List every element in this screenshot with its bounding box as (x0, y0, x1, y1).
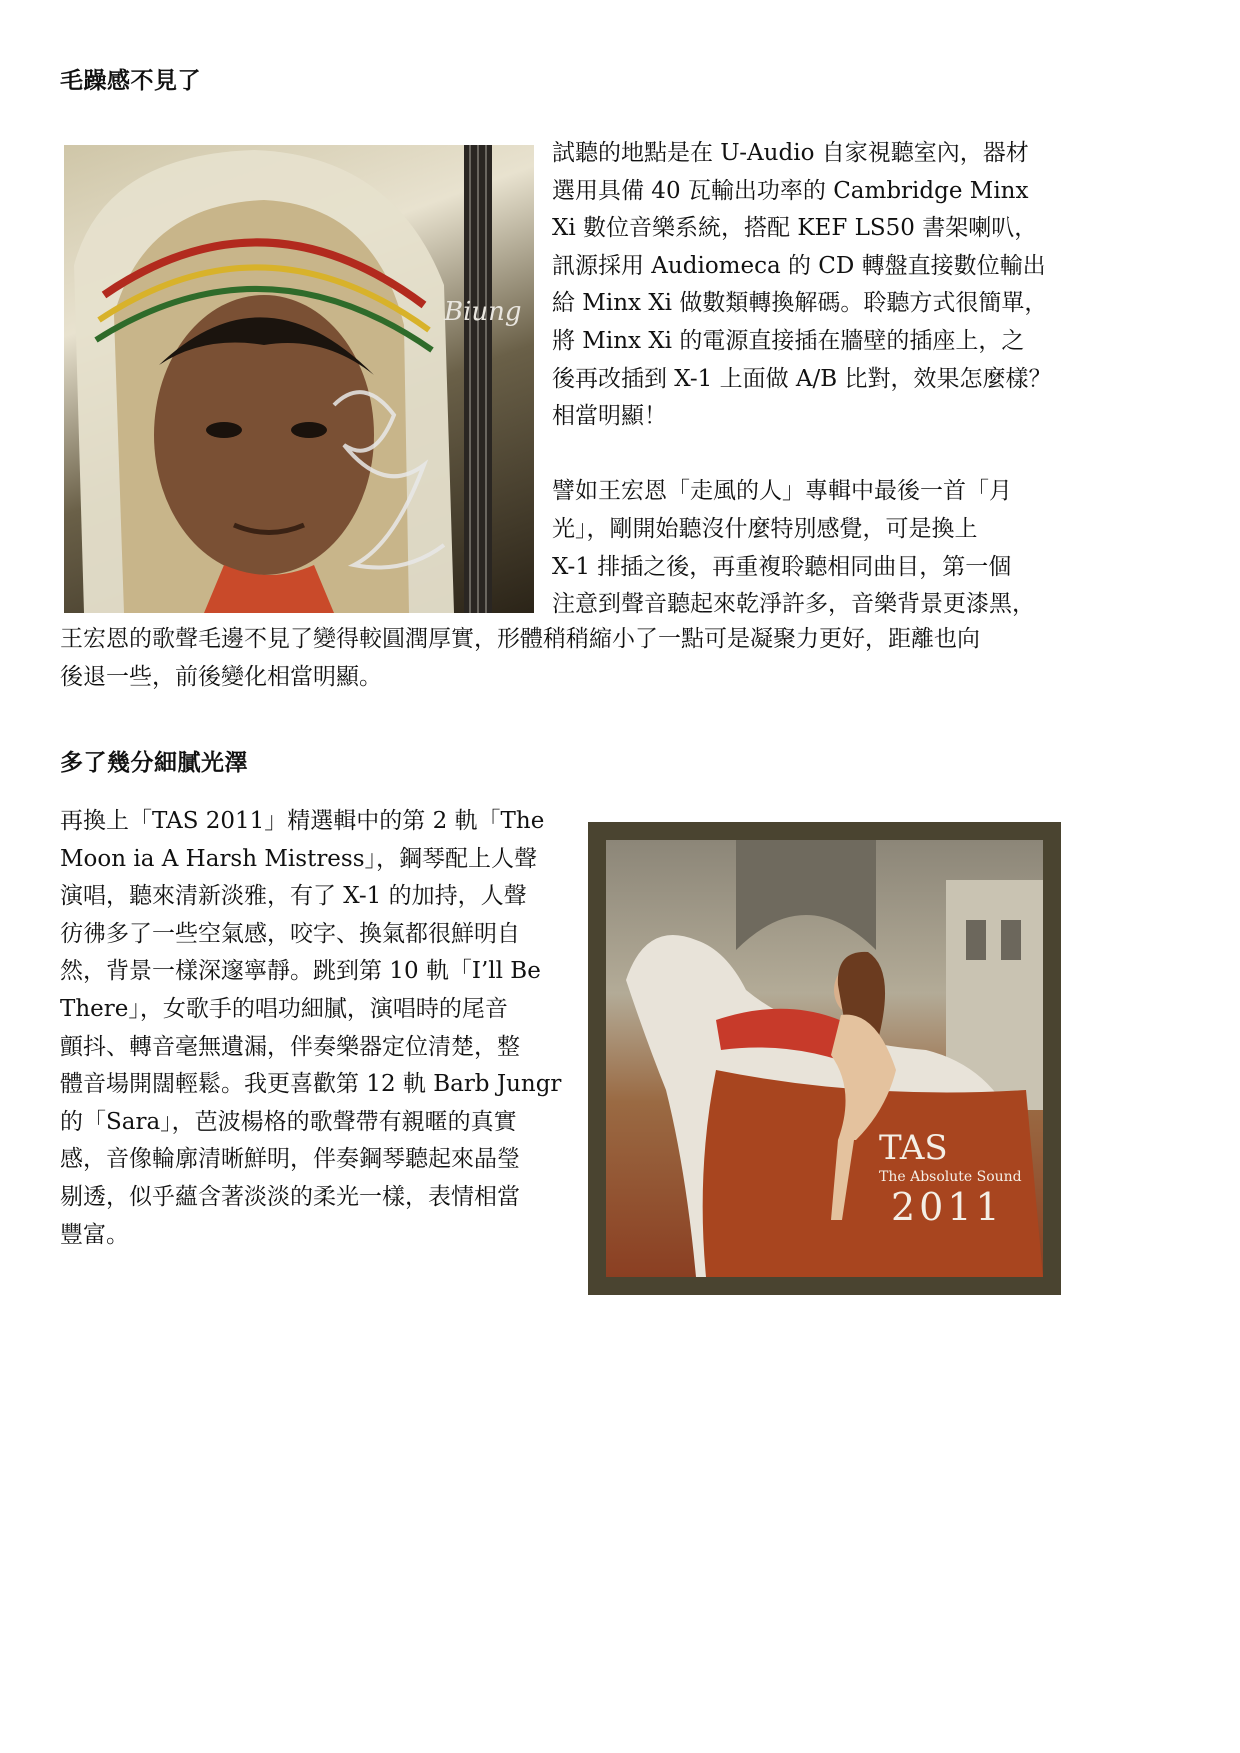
text-line: 相當明顯！ (552, 403, 667, 430)
text-line: 的「Sara」，芭波楊格的歌聲帶有親暱的真實 (60, 1108, 517, 1135)
album-cover-tas-2011 (588, 822, 1061, 1295)
section-heading-2: 多了幾分細膩光澤 (60, 750, 248, 776)
text-line: 王宏恩的歌聲毛邊不見了變得較圓潤厚實，形體稍稍縮小了一點可是凝聚力更好，距離也向 (60, 626, 980, 652)
text-line: Moon ia A Harsh Mistress」，鋼琴配上人聲 (60, 845, 538, 872)
album-cover-biung (64, 145, 534, 613)
text-line: 感，音像輪廓清晰鮮明，伴奏鋼琴聽起來晶瑩 (60, 1146, 520, 1173)
text-line: 再換上「TAS 2011」精選輯中的第 2 軌「The (60, 808, 545, 834)
text-line: 給 Minx Xi 做數類轉換解碼。聆聽方式很簡單， (552, 290, 1048, 317)
text-line: 訊源採用 Audiomeca 的 CD 轉盤直接數位輸出 (552, 252, 1046, 279)
text-line: 然，背景一樣深邃寧靜。跳到第 10 軌「I’ll Be (60, 958, 541, 985)
text-line: 將 Minx Xi 的電源直接插在牆壁的插座上，之 (552, 328, 1025, 354)
text-line: 注意到聲音聽起來乾淨許多，音樂背景更漆黑， (552, 591, 1035, 618)
text-line: 光」，剛開始聽沒什麼特別感覺，可是換上 (552, 516, 978, 542)
text-line: 顫抖、轉音毫無遺漏，伴奏樂器定位清楚，整 (60, 1033, 520, 1060)
text-line: 彷彿多了一些空氣感，咬字、換氣都很鮮明自 (60, 920, 520, 947)
text-line: 演唱，聽來清新淡雅，有了 X-1 的加持，人聲 (60, 883, 527, 910)
album-subtitle-text: The Absolute Sound (879, 1169, 1022, 1185)
text-line: 試聽的地點是在 U-Audio 自家視聽室內，器材 (552, 140, 1029, 166)
text-line: X-1 排插之後，再重複聆聽相同曲目，第一個 (552, 553, 1012, 580)
text-line: 譬如王宏恩「走風的人」專輯中最後一首「月 (552, 478, 1012, 505)
album-artwork-portrait (64, 145, 534, 613)
text-line: 後退一些，前後變化相當明顯。 (60, 663, 382, 690)
text-line: 選用具備 40 瓦輸出功率的 Cambridge Minx (552, 177, 1029, 204)
album-year-text: 2011 (891, 1185, 1004, 1229)
album-signature-text: Biung (444, 297, 522, 327)
text-line: 剔透，似乎蘊含著淡淡的柔光一樣，表情相當 (60, 1184, 520, 1210)
text-line: 後再改插到 X-1 上面做 A/B 比對，效果怎麼樣？ (552, 365, 1052, 392)
section-heading-1: 毛躁感不見了 (60, 68, 201, 94)
text-line: 體音場開闊輕鬆。我更喜歡第 12 軌 Barb Jungr (60, 1071, 562, 1098)
text-line: 豐富。 (60, 1221, 129, 1248)
album-logo-text: TAS (879, 1128, 948, 1168)
text-line: There」，女歌手的唱功細膩，演唱時的尾音 (60, 996, 508, 1022)
text-line: Xi 數位音樂系統，搭配 KEF LS50 書架喇叭， (552, 215, 1038, 242)
